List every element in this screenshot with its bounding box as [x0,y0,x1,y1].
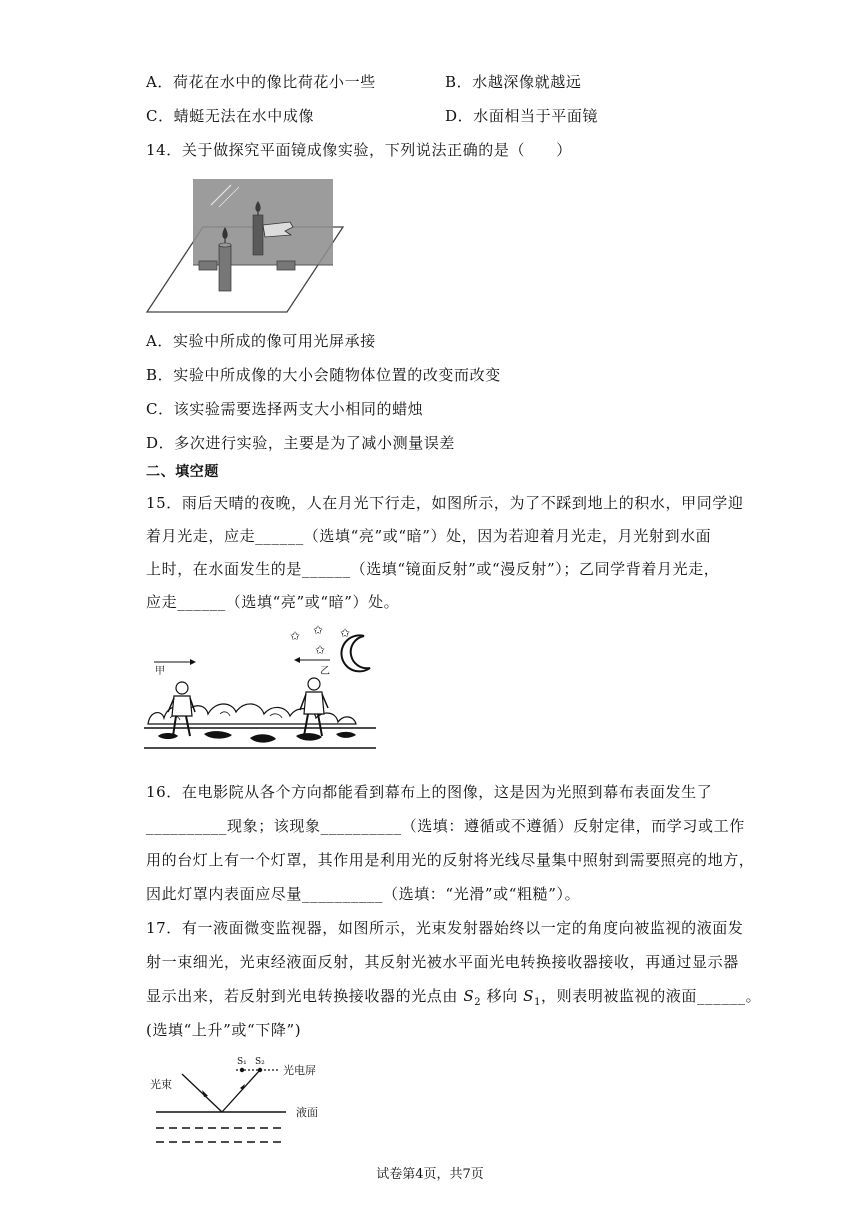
q13-option-a: A．荷花在水中的像比荷花小一些 [146,73,376,91]
fig-beam-label: 光束 [150,1078,172,1091]
s2-symbol: S [463,987,475,1005]
q17-line-1: 17．有一液面微变监视器，如图所示，光束发射器始终以一定的角度向被监视的液面发 [146,919,744,937]
star-icon: ✩ [290,629,301,643]
moon-icon [341,635,370,671]
q16-line-3: 用的台灯上有一个灯罩，其作用是利用光的反射将光线尽量集中照射到需要照亮的地方， [146,851,755,869]
liquid-level-monitor-figure [146,1050,346,1150]
label-jia: 甲 [155,666,165,677]
q13-option-d: D．水面相当于平面镜 [445,107,599,125]
q15-line-2: 着月光走，应走______（选填“亮”或“暗”）处，因为若迎着月光走，月光射到水面 [146,527,712,545]
section-title-fill-blank: 二、填空题 [146,464,219,480]
fig-s1-label: S₁ [237,1057,247,1067]
label-yi: 乙 [320,666,330,677]
q17-line-3: 显示出来，若反射到光电转换接收器的光点由 $S_2$ 移向 $S_1$，则表明被监视的液面______。 [146,987,762,1008]
fig-liquid-label: 液面 [296,1106,318,1119]
fig-screen-label: 光电屏 [283,1064,316,1077]
q17-line-4: (选填“上升”或“下降”) [146,1021,302,1039]
q14-option-a: A．实验中所成的像可用光屏承接 [146,332,376,350]
q16-line-4: 因此灯罩内表面应尽量__________（选填：“光滑”或“粗糙”）。 [146,885,581,903]
q17-line-2: 射一束细光，光束经液面反射，其反射光被水平面光电转换接收器接收，再通过显示器 [146,953,739,971]
fig-s2-label: S₂ [255,1057,265,1067]
star-icon: ✩ [315,643,326,657]
q14-option-b: B．实验中所成像的大小会随物体位置的改变而改变 [146,366,501,384]
star-icon: ✩ [340,626,351,640]
page-footer: 试卷第4页，共7页 [376,1167,484,1182]
q13-option-b: B．水越深像就越远 [445,73,582,91]
q14-option-c: C．该实验需要选择两支大小相同的蜡烛 [146,400,424,418]
plane-mirror-candle-figure [145,173,345,315]
s1-symbol: S [523,987,535,1005]
q15-line-3: 上时，在水面发生的是______（选填“镜面反射”或“漫反射”）；乙同学背着月光走， [146,560,720,578]
q16-line-1: 16．在电影院从各个方向都能看到幕布上的图像，这是因为光照到幕布表面发生了 [146,783,713,801]
star-icon: ✩ [313,623,324,637]
q14-stem: 14．关于做探究平面镜成像实验，下列说法正确的是（ ） [146,141,572,159]
q13-option-c: C．蜻蜓无法在水中成像 [146,107,315,125]
q15-line-4: 应走______（选填“亮”或“暗”）处。 [146,593,400,611]
q15-line-1: 15．雨后天晴的夜晚，人在月光下行走，如图所示，为了不踩到地上的积水，甲同学迎 [146,494,744,512]
q14-option-d: D．多次进行实验，主要是为了减小测量误差 [146,434,456,452]
q16-line-2: __________现象；该现象__________（选填：遵循或不遵循）反射定律，而学习或工作 [146,817,745,835]
moonlight-walk-figure [140,618,380,758]
